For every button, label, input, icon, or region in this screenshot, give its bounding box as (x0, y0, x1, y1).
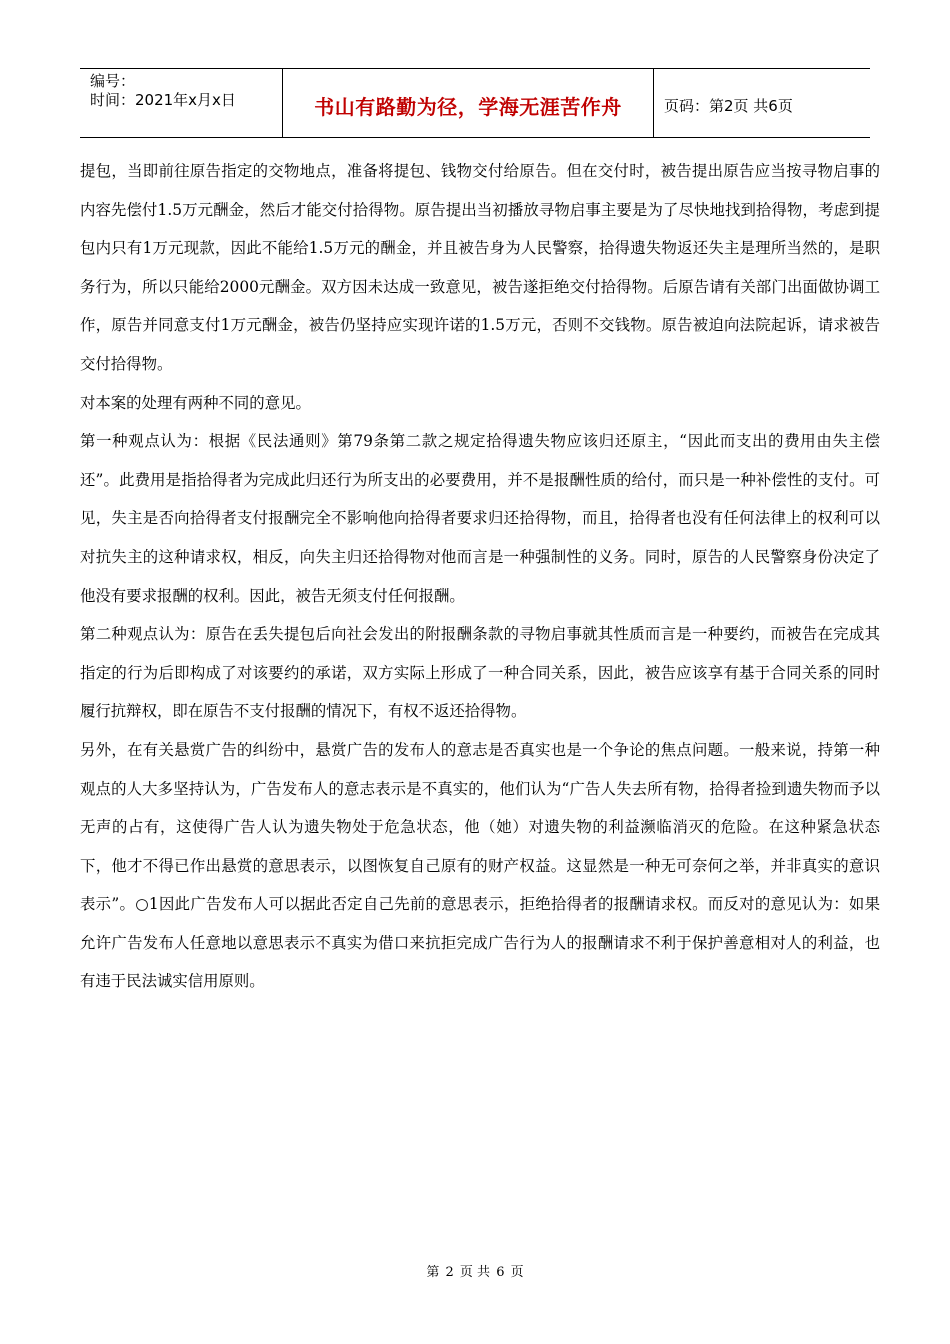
header-motto: 书山有路勤为径，学海无涯苦作舟 (283, 69, 654, 137)
paragraph-additional-discussion: 另外，在有关悬赏广告的纠纷中，悬赏广告的发布人的意志是否真实也是一个争论的焦点问题。一般来说，持第一种观点的人大多坚持认为，广告发布人的意志表示是不真实的，他们认为“广告人失去所有物，拾得者捡到遗失物而予以无声的占有，这使得广告人认为遗失物处于危急状态，他（她）对遗失物的利益濒临消灭的危险。在这种紧急状态下，他才不得已作出悬赏的意思表示，以图恢复自己原有的财产权益。这显然是一种无可奈何之举，并非真实的意识表示”。○1因此广告发布人可以据此否定自己先前的意思表示，拒绝拾得者的报酬请求权。而反对的意见认为：如果允许广告发布人任意地以意思表示不真实为借口来抗拒完成广告行为人的报酬请求不利于保护善意相对人的利益，也有违于民法诚实信用原则。 (80, 740, 880, 991)
header-page-info: 页码：第2页 共6页 (664, 96, 793, 115)
footer-total-pages: 6 (496, 1265, 505, 1280)
page-footer (0, 1261, 950, 1280)
footer-suffix: 页 (510, 1265, 524, 1280)
document-number-label: 编号： (90, 72, 136, 90)
paragraph-first-opinion: 第一种观点认为：根据《民法通则》第79条第二款之规定拾得遗失物应该归还原主，“因此而支出的费用由失主偿还”。此费用是指拾得者为完成此归还行为所支出的必要费用，并不是报酬性质的给付，而只是一种补偿性的支付。可见，失主是否向拾得者支付报酬完全不影响他向拾得者要求归还拾得物，而且，拾得者也没有任何法律上的权利可以对抗失主的这种请求权，相反，向失主归还拾得物对他而言是一种强制性的义务。同时，原告的人民警察身份决定了他没有要求报酬的权利。因此，被告无须支付任何报酬。 (80, 432, 880, 605)
paragraph-second-opinion: 第二种观点认为：原告在丢失提包后向社会发出的附报酬条款的寻物启事就其性质而言是一种要约，而被告在完成其指定的行为后即构成了对该要约的承诺，双方实际上形成了一种合同关系，因此，被告应该享有基于合同关系的同时履行抗辩权，即在原告不支付报酬的情况下，有权不返还拾得物。 (80, 625, 880, 721)
paragraph-case-facts: 提包，当即前往原告指定的交物地点，准备将提包、钱物交付给原告。但在交付时，被告提出原告应当按寻物启事的内容先偿付1.5万元酬金，然后才能交付拾得物。原告提出当初播放寻物启事主要是为了尽快地找到拾得物，考虑到提包内只有1万元现款，因此不能给1.5万元的酬金，并且被告身为人民警察，拾得遗失物返还失主是理所当然的，是职务行为，所以只能给2000元酬金。双方因未达成一致意见，被告遂拒绝交付拾得物。后原告请有关部门出面做协调工作，原告并同意支付1万元酬金，被告仍坚持应实现许诺的1.5万元，否则不交钱物。原告被迫向法院起诉，请求被告交付拾得物。 (80, 162, 880, 373)
page-header (80, 68, 870, 138)
document-date: 时间：2021年x月x日 (90, 91, 236, 109)
paragraph-intro-opinions: 对本案的处理有两种不同的意见。 (80, 393, 311, 412)
footer-middle: 页 共 (459, 1265, 491, 1280)
footer-current-page: 2 (445, 1265, 454, 1280)
footer-prefix: 第 (426, 1265, 440, 1280)
document-body (80, 152, 880, 1001)
header-meta (80, 69, 283, 137)
